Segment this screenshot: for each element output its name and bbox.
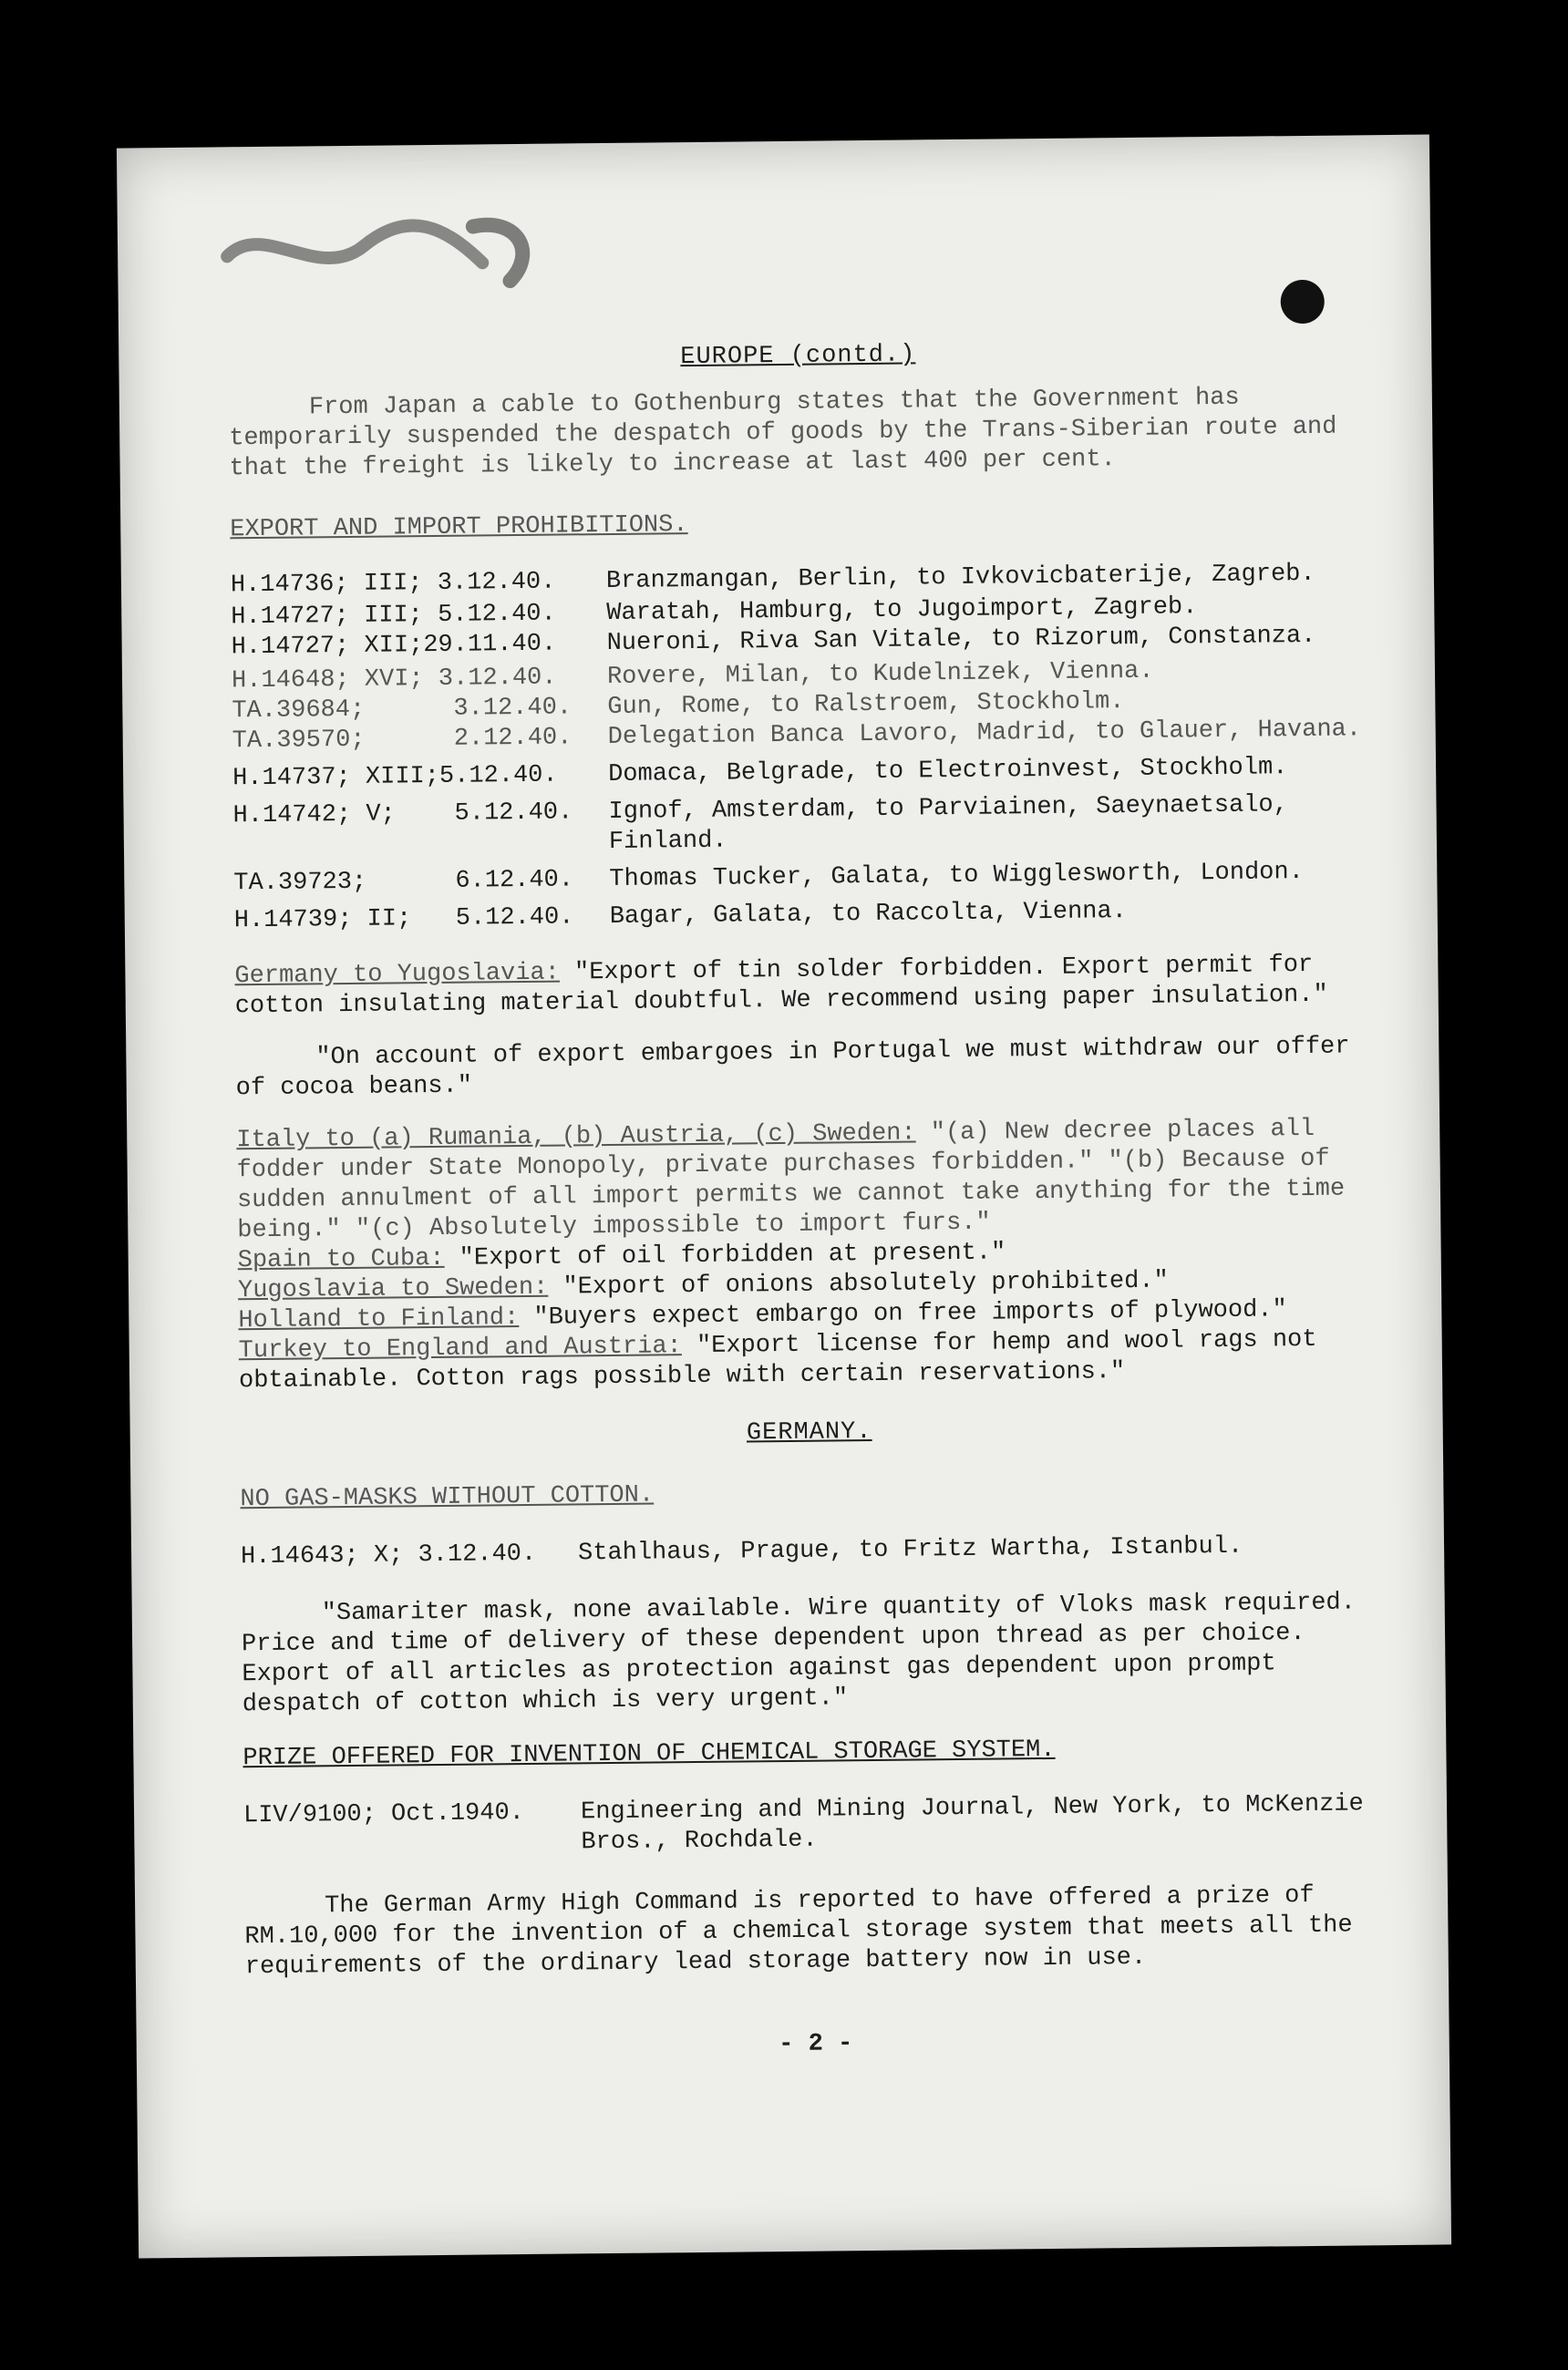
page-number: - 2 - bbox=[779, 2030, 853, 2059]
list-item bbox=[232, 752, 1372, 794]
document-page bbox=[117, 135, 1451, 2259]
quote-text: "Export of onions absolutely prohibited." bbox=[548, 1267, 1169, 1302]
entry-reference: H.14648; XVI; 3.12.40. bbox=[231, 664, 557, 696]
quote-text: "On account of export embargoes in Portugal we must withdraw our offer of cocoa beans." bbox=[235, 1033, 1350, 1103]
quote-label: Italy to (a) Rumania, (b) Austria, (c) Sweden: bbox=[236, 1119, 916, 1155]
quote-label: Yugoslavia to Sweden: bbox=[237, 1273, 549, 1305]
section-title-prohibitions: EXPORT AND IMPORT PROHIBITIONS. bbox=[230, 511, 688, 544]
entry-text: Ignof, Amsterdam, to Parviainen, Saeynaetsalo, Finland. bbox=[608, 791, 1289, 856]
intro-paragraph: From Japan a cable to Gothenburg states that the Government has temporarily suspended the despatch of goods by the Trans-Siberian route and that the freight is likely to increase at last 400 per cent. bbox=[229, 384, 1337, 483]
entry-reference: H.14739; II; 5.12.40. bbox=[233, 903, 574, 935]
quote-paragraph bbox=[239, 1324, 1379, 1396]
entry-text: Waratah, Hamburg, to Jugoimport, Zagreb. bbox=[606, 593, 1198, 628]
quote-text: "Export of tin solder forbidden. Export permit for cotton insulating material doubtful. We recommend using paper insulation." bbox=[234, 951, 1328, 1021]
entry-text: Branzmangan, Berlin, to Ivkovicbaterije, Zagreb. bbox=[605, 560, 1315, 596]
entry-reference: LIV/9100; Oct.1940. bbox=[242, 1799, 525, 1830]
stamp-mark bbox=[209, 199, 556, 303]
prohibition-list bbox=[231, 559, 1374, 936]
entry-text: Thomas Tucker, Galata, to Wigglesworth, London. bbox=[609, 859, 1304, 893]
entry-text: Engineering and Mining Journal, New York, to McKenzie Bros., Rochdale. bbox=[580, 1790, 1364, 1857]
quote-text: "Buyers expect embargo on free imports of plywood." bbox=[519, 1296, 1287, 1333]
entry-reference: TA.39570; 2.12.40. bbox=[232, 724, 573, 756]
section-title-gas-masks: NO GAS-MASKS WITHOUT COTTON. bbox=[240, 1481, 655, 1514]
entry-reference: H.14737; XIII;5.12.40. bbox=[232, 761, 558, 793]
list-item bbox=[233, 857, 1373, 899]
entry-reference: H.14742; V; 5.12.40. bbox=[232, 799, 573, 830]
entry-text: Nueroni, Riva San Vitale, to Rizorum, Constanza. bbox=[606, 622, 1316, 658]
entry-text: Bagar, Galata, to Raccolta, Vienna. bbox=[609, 898, 1127, 931]
entry-reference: H.14736; III; 3.12.40. bbox=[230, 568, 556, 600]
prize-paragraph: The German Army High Command is reported to have offered a prize of RM.10,000 for the invention of a chemical storage system that meets all the requirements of the ordinary lead storage battery now in use. bbox=[244, 1881, 1353, 1982]
entry-text: Domaca, Belgrade, to Electroinvest, Stockholm. bbox=[607, 754, 1288, 788]
document-body bbox=[228, 335, 1386, 2090]
entry-text: Gun, Rome, to Ralstroem, Stockholm. bbox=[607, 688, 1125, 721]
quote-paragraph bbox=[236, 1114, 1377, 1246]
quote-label: Turkey to England and Austria: bbox=[238, 1333, 682, 1365]
entry-text: Stahlhaus, Prague, to Fritz Wartha, Istanbul. bbox=[577, 1532, 1243, 1568]
quote-label: Germany to Yugoslavia: bbox=[234, 959, 561, 991]
quote-label: Holland to Finland: bbox=[238, 1304, 520, 1335]
ink-blot bbox=[1281, 280, 1326, 325]
quote-text: "Export license for hemp and wool rags not obtainable. Cotton rags possible with certain reservations." bbox=[238, 1325, 1317, 1396]
page-heading: EUROPE (contd.) bbox=[680, 341, 916, 372]
entry-text: Delegation Banca Lavoro, Madrid, to Glauer, Havana. bbox=[607, 716, 1362, 751]
gas-mask-quote: "Samariter mask, none available. Wire quantity of Vloks mask required. Price and time of delivery of these dependent upon thread as per choice. Export of all articles as protection against gas dependent upon prompt despatch of cotton which is very urgent." bbox=[241, 1589, 1357, 1719]
quote-paragraph bbox=[234, 950, 1375, 1022]
entry-reference: H.14643; X; 3.12.40. bbox=[240, 1540, 537, 1571]
list-item bbox=[232, 789, 1373, 861]
quote-label: Spain to Cuba: bbox=[237, 1244, 445, 1275]
list-item bbox=[234, 894, 1374, 936]
quote-text: "Export of oil forbidden at present." bbox=[444, 1239, 1006, 1273]
entry-reference: H.14727; III; 5.12.40. bbox=[231, 600, 556, 632]
entry-reference: H.14727; XII;29.11.40. bbox=[231, 630, 557, 662]
section-title-prize: PRIZE OFFERED FOR INVENTION OF CHEMICAL STORAGE SYSTEM. bbox=[242, 1736, 1056, 1773]
list-item bbox=[243, 1789, 1384, 1861]
entry-reference: TA.39723; 6.12.40. bbox=[233, 866, 574, 898]
germany-heading: GERMANY. bbox=[746, 1418, 872, 1448]
entry-text: Rovere, Milan, to Kudelnizek, Vienna. bbox=[606, 657, 1154, 691]
quote-text: "(a) New decree places all fodder under State Monopoly, private purchases forbidden." "(b) Because of sudden annulment of all import permits we cannot take anything for the time being." "(c) Absolutely impossible to import furs." bbox=[236, 1115, 1346, 1245]
entry-reference: TA.39684; 3.12.40. bbox=[232, 694, 573, 726]
quote-paragraph bbox=[235, 1032, 1376, 1104]
list-item bbox=[241, 1530, 1380, 1572]
